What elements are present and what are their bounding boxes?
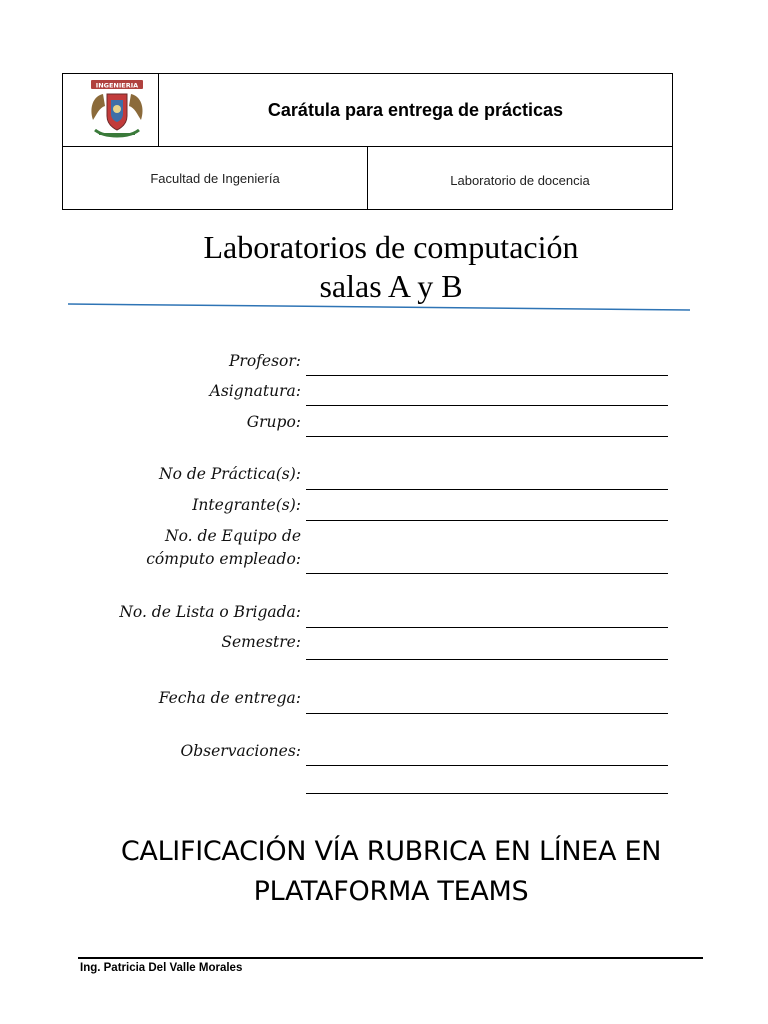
grupo-label: Grupo:: [246, 413, 301, 431]
equipo-label-line-1: No. de Equipo de: [165, 527, 301, 545]
practica-label: No de Práctica(s):: [159, 465, 301, 483]
grading-notice: [0, 832, 768, 912]
title-divider: [68, 300, 690, 314]
profesor-field[interactable]: [306, 375, 668, 376]
footer-divider: [78, 957, 703, 959]
laboratory-label: Laboratorio de docencia: [450, 172, 590, 188]
grading-notice-line-2: PLATAFORMA TEAMS: [253, 876, 529, 907]
ingenieria-logo: [85, 78, 149, 142]
asignatura-field[interactable]: [306, 405, 668, 406]
observaciones-field-1[interactable]: [306, 765, 668, 766]
equipo-field[interactable]: [306, 573, 668, 574]
practica-field[interactable]: [306, 489, 668, 490]
header-table: [62, 73, 673, 210]
footer-author: Ing. Patricia Del Valle Morales: [80, 962, 243, 974]
observaciones-label: Observaciones:: [180, 742, 301, 760]
page-title: [0, 228, 768, 306]
integrantes-field[interactable]: [306, 520, 668, 521]
page-title-line-1: Laboratorios de computación: [203, 229, 579, 265]
fecha-field[interactable]: [306, 713, 668, 714]
faculty-label: Facultad de Ingeniería: [63, 147, 368, 209]
semestre-label: Semestre:: [221, 633, 301, 651]
page-title-line-2: salas A y B: [319, 268, 463, 304]
observaciones-field-2[interactable]: [306, 793, 668, 794]
profesor-label: Profesor:: [229, 352, 301, 370]
lista-field[interactable]: [306, 627, 668, 628]
header-title: Carátula para entrega de prácticas: [267, 99, 564, 120]
grupo-field[interactable]: [306, 436, 668, 437]
lista-label: No. de Lista o Brigada:: [119, 603, 301, 621]
grading-notice-line-1: CALIFICACIÓN VÍA RUBRICA EN LÍNEA EN: [120, 836, 662, 867]
logo-cell: [63, 74, 159, 146]
asignatura-label: Asignatura:: [209, 382, 301, 400]
fecha-label: Fecha de entrega:: [158, 689, 301, 707]
header-row-2: [63, 146, 672, 209]
integrantes-label: Integrante(s):: [192, 496, 301, 514]
equipo-label-line-2: cómputo empleado:: [146, 550, 301, 568]
logo-lettering: INGENIERIA: [95, 81, 139, 90]
semestre-field[interactable]: [306, 659, 668, 660]
